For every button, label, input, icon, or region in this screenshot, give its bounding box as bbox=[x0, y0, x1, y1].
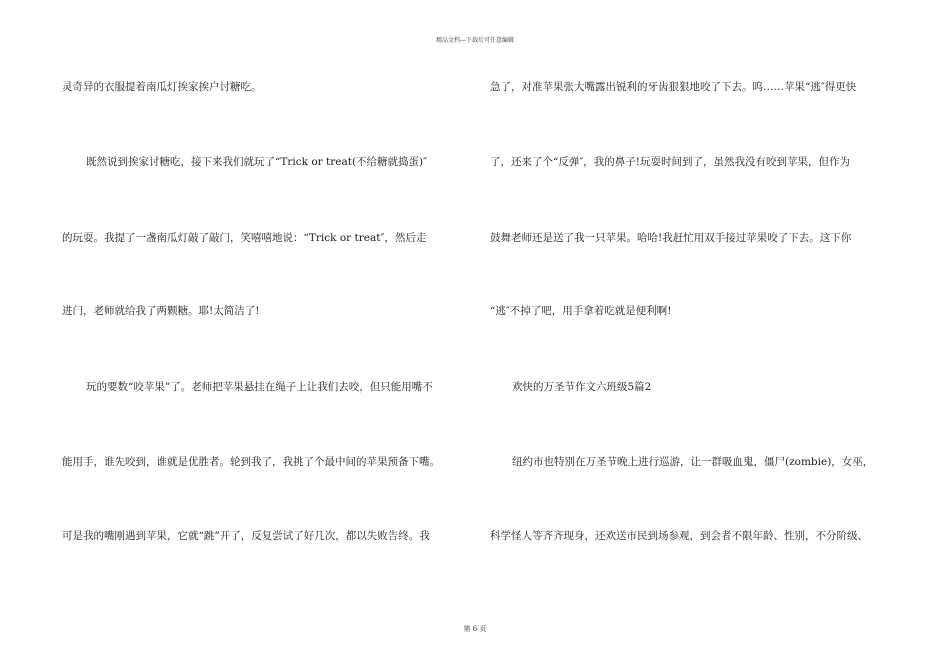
text-line: 玩的要数“咬苹果”了。老师把苹果悬挂在绳子上让我们去咬，但只能用嘴不 bbox=[86, 381, 433, 393]
text-line: 了，还来了个“反弹″，我的鼻子!玩耍时间到了，虽然我没有咬到苹果，但作为 bbox=[490, 156, 851, 168]
text-line: 可是我的嘴刚遇到苹果，它就“跳”开了，反复尝试了好几次，都以失败告终。我 bbox=[62, 530, 430, 542]
text-line: “逃″不掉了吧，用手拿着吃就是便利啊! bbox=[490, 305, 672, 317]
text-line: 科学怪人等齐齐现身，还欢送市民到场参观，到会者不限年龄、性别，不分阶级、 bbox=[490, 530, 868, 542]
text-line: 鼓舞老师还是送了我一只苹果。哈哈!我赶忙用双手接过苹果咬了下去。这下你 bbox=[490, 232, 852, 244]
page-header: 精品文档---下载后可任意编辑 bbox=[435, 37, 515, 44]
section-heading: 欢快的万圣节作文六班级5篇2 bbox=[512, 381, 652, 393]
text-line: 纽约市也特别在万圣节晚上进行巡游，让一群吸血鬼，僵尸(zombie)，女巫， bbox=[512, 456, 874, 468]
text-line: 急了，对准苹果张大嘴露出锐利的牙齿狠狠地咬了下去。呜……苹果“逃″得更快 bbox=[490, 81, 857, 93]
text-line: 的玩耍。我提了一盏南瓜灯敲了敲门，笑嘻嘻地说：“Trick or treat″，然后走 bbox=[62, 232, 427, 244]
text-line: 灵奇异的衣服提着南瓜灯挨家挨户讨糖吃。 bbox=[62, 81, 262, 93]
text-line: 既然说到挨家讨糖吃，接下来我们就玩了“Trick or treat(不给糖就捣蛋)″ bbox=[86, 156, 428, 168]
text-line: 进门，老师就给我了两颗糖。耶!太简洁了! bbox=[62, 305, 260, 317]
text-line: 能用手，谁先咬到，谁就是优胜者。轮到我了，我挑了个最中间的苹果预备下嘴。 bbox=[62, 456, 440, 468]
page-number: 第 6 页 bbox=[463, 625, 487, 633]
